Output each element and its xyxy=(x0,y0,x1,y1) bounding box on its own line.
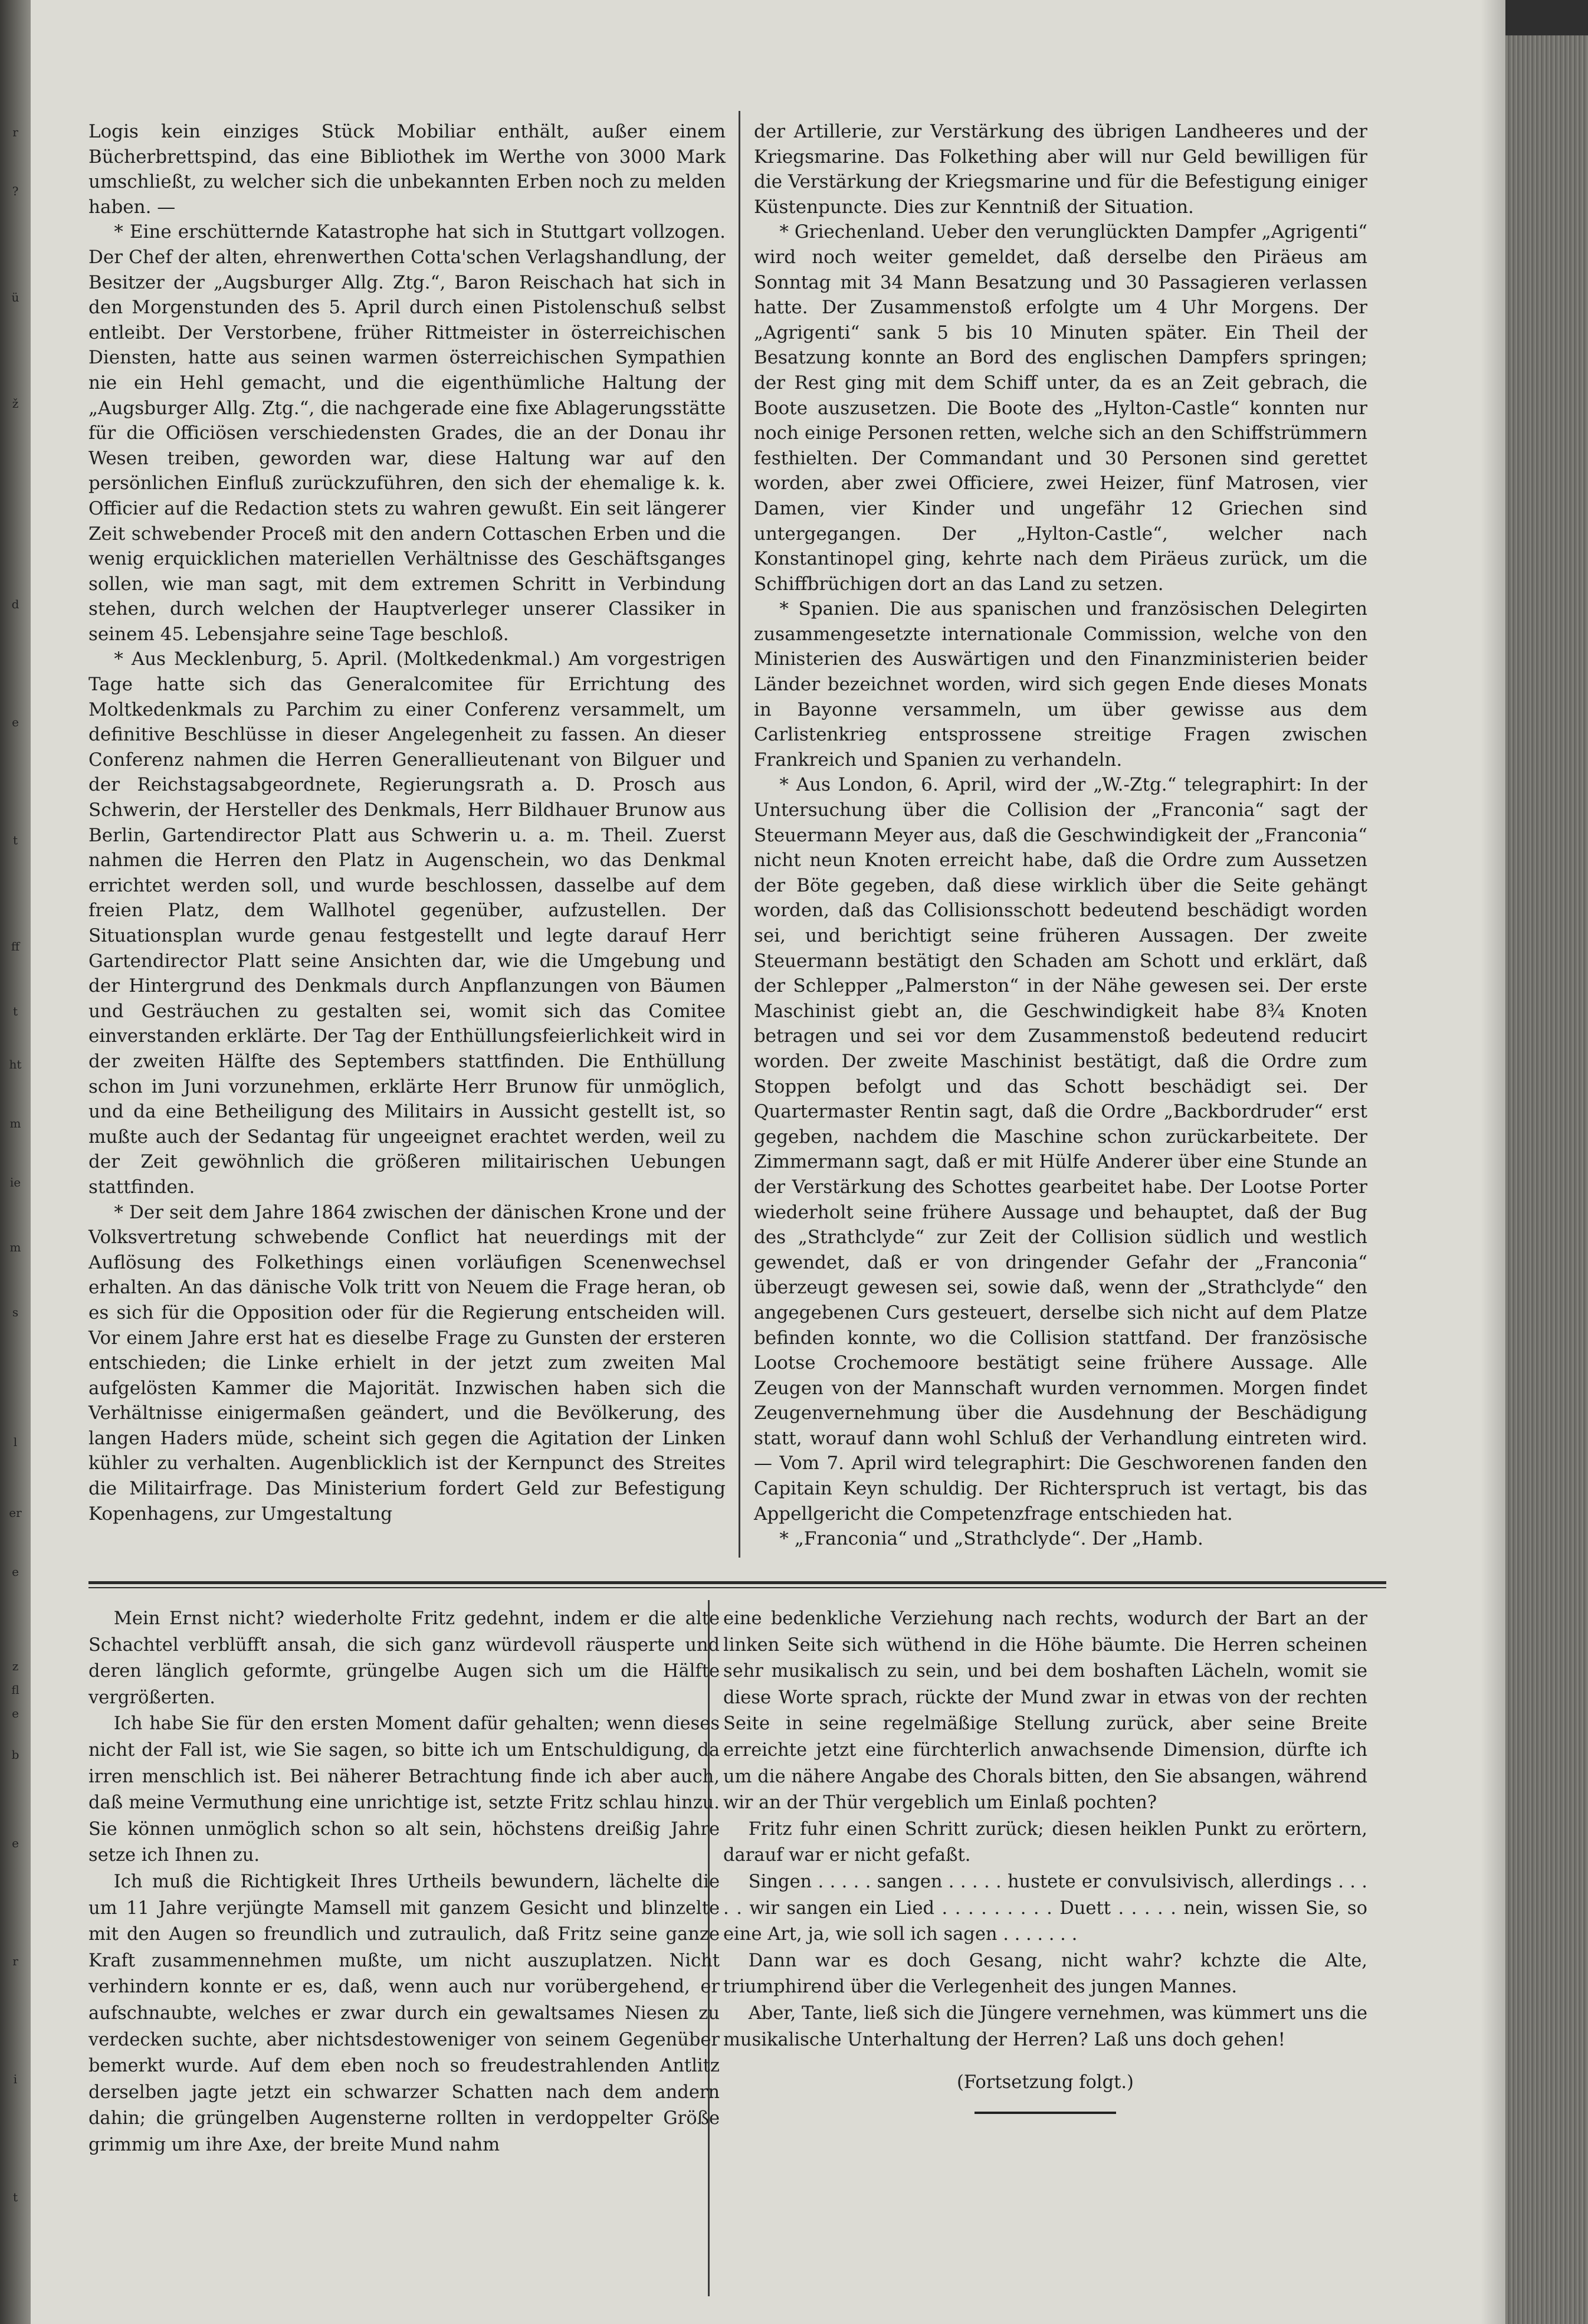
feuilleton-separator-rule xyxy=(88,1581,1386,1584)
margin-fragment: r xyxy=(12,125,18,139)
margin-fragment: e xyxy=(12,1706,19,1720)
margin-fragment: fl xyxy=(11,1683,19,1697)
column-divider-upper xyxy=(739,111,740,1558)
article-paragraph: * Griechenland. Ueber den verunglückten Dampfer „Agrigenti“ wird noch weiter gemeldet, daß derselbe den Piräeus am Sonntag mit 34 Mann Besatzung und 30 Passagieren verlassen hatte. Der Zusammenstoß erfolgte um 4 Uhr Morgens. Der „Agrigenti“ sank 5 bis 10 Minuten später. Ein Theil der Besatzung konnte an Bord des englischen Dampfers springen; der Rest ging mit dem Schiff unter, da es an Zeit gebrach, die Boote auszusetzen. Die Boote des „Hylton-Castle“ konnten nur noch einige Personen retten, welche sich an den Schiffstrümmern festhielten. Der Commandant und 30 Personen sind gerettet worden, aber zwei Officiere, zwei Heizer, fünf Matrosen, vier Damen, vier Kinder und ungefähr 12 Griechen sind untergegangen. Der „Hylton-Castle“, welcher nach Konstantinopel ging, kehrte nach dem Piräeus zurück, um die Schiffbrüchigen dort an das Land zu setzen. xyxy=(754,221,1367,595)
article-paragraph: * Aus London, 6. April, wird der „W.-Ztg.“ telegraphirt: In der Untersuchung über die Collision der „Franconia“ sagt der Steuermann Meyer aus, daß die Geschwindigkeit der „Franconia“ nicht neun Knoten erreicht habe, daß die Ordre zum Aussetzen der Böte gegeben, daß diese wirklich über die Seite gehängt worden, daß das Collisionsschott bedeutend beschädigt worden sei, und berichtigt seine früheren Aussagen. Der zweite Steuermann bestätigt den Schaden am Schott und erklärt, daß der Schlepper „Palmerston“ in der Nähe gewesen sei. Der erste Maschinist giebt an, die Geschwindigkeit habe 8¾ Knoten betragen und sei vor dem Zusammenstoß bedeutend reducirt worden. Der zweite Maschinist bestätigt, daß die Ordre zum Stoppen befolgt und das Schott beschädigt sei. Der Quartermaster Rentin sagt, daß die Ordre „Backbordruder“ erst gegeben, nachdem die Maschine schon zurückarbeitete. Der Zimmermann sagt, daß er mit Hülfe Anderer über eine Stunde an der Verstärkung des Schottes gearbeitet habe. Der Lootse Porter wiederholt seine frühere Aussage und behauptet, daß der Bug des „Strathclyde“ zur Zeit der Collision südlich und westlich gewendet, daß er von dringender Gefahr der „Franconia“ überzeugt gewesen sei, sowie daß, wenn der „Strathclyde“ den angegebenen Curs gesteuert, derselbe sich nicht auf dem Platze befinden konnte, wo die Collision stattfand. Der französische Lootse Crochemoore bestätigt seine frühere Aussage. Alle Zeugen von der Mannschaft wurden vernommen. Morgen findet Zeugenvernehmung über die Ausdehnung der Beschädigung statt, worauf dann wohl Schluß der Verhandlung eintreten wird. — Vom 7. April wird telegraphirt: Die Geschworenen fanden den Capitain Keyn schuldig. Der Richterspruch ist vertagt, bis das Appellgericht die Competenzfrage entschieden hat. xyxy=(754,774,1368,1525)
continuation-note: (Fortsetzung folgt.) xyxy=(957,2072,1134,2093)
margin-fragment: i xyxy=(13,2072,18,2086)
story-paragraph: eine bedenkliche Verziehung nach rechts, wodurch der Bart an der linken Seite sich wüthend in die Höhe bäumte. Die Herren scheinen sehr musikalisch zu sein, und bei dem boshaften Lächeln, womit sie diese Worte sprach, rückte der Mund zwar in etwas von der rechten Seite in seine regelmäßige Stellung zurück, aber seine Breite erreichte jetzt eine fürchterlich anwachsende Dimension, dürfte ich um die nähere Angabe des Chorals bitten, den Sie absangen, während wir an der Thür vergeblich um Einlaß pochten? xyxy=(723,1608,1367,1814)
article-paragraph: * Der seit dem Jahre 1864 zwischen der dänischen Krone und der Volksvertretung schwebende Conflict hat neuerdings mit der Auflösung des Folkethings einen vorläufigen Scenenwechsel erhalten. An das dänische Volk tritt von Neuem die Frage heran, ob es sich für die Opposition oder für die Regierung entscheiden will. Vor einem Jahre erst hat es dieselbe Frage zu Gunsten der ersteren entschieden; die Linke erhielt in der jetzt zum zweiten Mal aufgelösten Kammer die Majorität. Inzwischen haben sich die Verhältnisse einigermaßen geändert, und die Bevölkerung, des langen Haders müde, scheint sich gegen die Agitation der Linken kühler zu verhalten. Augenblicklich ist der Kernpunct des Streites die Militairfrage. Das Ministerium fordert Geld zur Befestigung Kopenhagens, zur Umgestaltung xyxy=(88,1201,726,1525)
story-paragraph: Ich muß die Richtigkeit Ihres Urtheils bewundern, lächelte die um 11 Jahre verjüngte Mamsell mit ganzem Gesicht und blinzelte mit den Augen so freundlich und zutraulich, daß Fritz seine ganze Kraft zusammennehmen mußte, um nicht auszuplatzen. Nicht verhindern konnte er es, daß, wenn auch nur vorübergehend, er aufschnaubte, welches er zwar durch ein gewaltsames Niesen zu verdecken suchte, aber nichtsdestoweniger von seinem Gegenüber bemerkt wurde. Auf dem eben noch so freudestrahlenden Antlitz derselben jagte jetzt ein schwarzer Schatten nach dem andern dahin; die grüngelben Augensterne rollten in verdoppelter Größe grimmig um ihre Axe, der breite Mund nahm xyxy=(88,1871,720,2155)
end-rule xyxy=(975,2112,1116,2114)
margin-fragment: ? xyxy=(12,184,19,198)
story-paragraph: Ich habe Sie für den ersten Moment dafür gehalten; wenn dieses nicht der Fall ist, wie Sie sagen, so bitte ich um Entschuldigung, da irren menschlich ist. Bei näherer Betrachtung finde ich aber auch, daß meine Vermuthung eine unrichtige ist, setzte Fritz schlau hinzu. Sie können unmöglich schon so alt sein, höchstens dreißig Jahre setze ich Ihnen zu. xyxy=(88,1713,720,1866)
margin-fragment: b xyxy=(11,1748,19,1762)
article-paragraph: * Spanien. Die aus spanischen und französischen Delegirten zusammengesetzte internationale Commission, welche von den Ministerien des Auswärtigen und den Finanzministerien beider Länder bezeichnet worden, wird sich gegen Ende dieses Monats in Bayonne versammeln, um über gewisse aus dem Carlistenkrieg entsprossene streitige Fragen zwischen Frankreich und Spanien zu verhandeln. xyxy=(754,598,1367,771)
story-paragraph: Mein Ernst nicht? wiederholte Fritz gedehnt, indem er die alte Schachtel verblüfft ansah, die sich ganz würdevoll räusperte und deren länglich geformte, grüngelbe Augen sich um die Hälfte vergrößerten. xyxy=(88,1608,720,1708)
margin-fragment: t xyxy=(12,2190,18,2204)
margin-fragment: er xyxy=(9,1506,22,1520)
facing-page-margin xyxy=(0,0,31,2324)
margin-fragment: t xyxy=(12,833,18,847)
margin-fragment: e xyxy=(12,1836,19,1850)
margin-fragment: l xyxy=(13,1435,18,1449)
upper-right-column xyxy=(754,119,1367,1552)
page-stack-edge xyxy=(1505,0,1588,2324)
story-paragraph: Aber, Tante, ließ sich die Jüngere vernehmen, was kümmert uns die musikalische Unterhaltung der Herren? Laß uns doch gehen! xyxy=(723,2002,1367,2050)
margin-fragment: e xyxy=(12,1565,19,1579)
story-paragraph: Singen . . . . . sangen . . . . . hustete er convulsivisch, allerdings . . . . . wir sangen ein Lied . . . . . . . . . Duett . . . . . nein, wissen Sie, so eine Art, ja, wie soll ich sagen . . . . . . . xyxy=(723,1871,1367,1945)
binding-shadow xyxy=(1505,0,1588,35)
margin-fragment: t xyxy=(12,1004,18,1018)
article-paragraph: * „Franconia“ und „Strathclyde“. Der „Hamb. xyxy=(779,1528,1203,1550)
margin-fragment: d xyxy=(11,597,19,611)
article-paragraph: Logis kein einziges Stück Mobiliar enthält, außer einem Bücherbrettspind, das eine Bibliothek im Werthe von 3000 Mark umschließt, zu welcher sich die unbekannten Erben noch zu melden haben. — xyxy=(88,121,726,218)
story-paragraph: Fritz fuhr einen Schritt zurück; diesen heiklen Punkt zu erörtern, darauf war er nicht gefaßt. xyxy=(723,1818,1367,1866)
margin-fragment: s xyxy=(12,1305,19,1319)
lower-right-column xyxy=(723,1606,1367,2114)
article-paragraph: * Aus Mecklenburg, 5. April. (Moltkedenkmal.) Am vorgestrigen Tage hatte sich das Generalcomitee für Errichtung des Moltkedenkmals zu Parchim zu einer Conferenz versammelt, um definitive Beschlüsse in dieser Angelegenheit zu fassen. An dieser Conferenz nahmen die Herren Generallieutenant von Bilguer und der Reichstagsabgeordnete, Regierungsrath a. D. Prosch aus Schwerin, der Hersteller des Denkmals, Herr Bildhauer Brunow aus Berlin, Gartendirector Platt aus Schwerin u. a. m. Theil. Zuerst nahmen die Herren den Platz in Augenschein, wo das Denkmal errichtet werden soll, und wurde beschlossen, dasselbe auf dem freien Platz, dem Wallhotel gegenüber, aufzustellen. Der Situationsplan wurde genau festgestellt und legte darauf Herr Gartendirector Platt seine Ansichten dar, wie die Umgebung und der Hintergrund des Denkmals durch Anpflanzungen von Bäumen und Gesträuchen zu gestalten sei, womit sich das Comitee einverstanden erklärte. Der Tag der Enthüllungsfeierlichkeit wird in der zweiten Hälfte des Septembers stattfinden. Die Enthüllung schon im Juni vorzunehmen, erklärte Herr Brunow für unmöglich, und da eine Betheiligung des Militairs in Aussicht gestellt ist, so mußte auch der Sedantag für ungeeignet erachtet werden, weil zu der Zeit gewöhnlich die größeren militairischen Uebungen stattfinden. xyxy=(88,648,726,1198)
margin-fragment: e xyxy=(12,715,19,729)
story-paragraph: Dann war es doch Gesang, nicht wahr? kchzte die Alte, triumphirend über die Verlegenheit des jungen Mannes. xyxy=(723,1950,1367,1998)
feuilleton-separator-rule-thin xyxy=(88,1587,1386,1588)
margin-fragment: ie xyxy=(9,1175,21,1189)
margin-fragment: ht xyxy=(9,1057,22,1071)
margin-fragment: m xyxy=(9,1240,21,1254)
margin-fragment: z xyxy=(12,1659,19,1673)
article-paragraph: * Eine erschütternde Katastrophe hat sich in Stuttgart vollzogen. Der Chef der alten, ehrenwerthen Cotta'schen Verlagshandlung, der Besitzer der „Augsburger Allg. Ztg.“, Baron Reischach hat sich in den Morgenstunden des 5. April durch einen Pistolenschuß selbst entleibt. Der Verstorbene, früher Rittmeister in österreichischen Diensten, hatte aus seinen warmen österreichischen Sympathien nie ein Hehl gemacht, und die eigenthümliche Haltung der „Augsburger Allg. Ztg.“, die nachgerade eine fixe Ablagerungsstätte für die Officiösen verschiedensten Grades, die an der Donau ihr Wesen treiben, geworden war, diese Haltung war auf den persönlichen Einfluß zurückzuführen, den sich der ehemalige k. k. Officier auf die Redaction stets zu wahren gewußt. Ein seit längerer Zeit schwebender Proceß mit den andern Cottaschen Erben und die wenig erquicklichen materiellen Verhältnisse des Geschäftsganges sollen, wie man sagt, mit dem extremen Schritt in Verbindung stehen, durch welchen der Hauptverleger unserer Classiker in seinem 45. Lebensjahre seine Tage beschloß. xyxy=(88,221,726,645)
upper-left-column xyxy=(88,119,726,1526)
margin-fragment: ü xyxy=(11,290,19,304)
lower-left-column xyxy=(88,1606,720,2158)
margin-fragment: ff xyxy=(11,939,20,953)
article-paragraph: der Artillerie, zur Verstärkung des übrigen Landheeres und der Kriegsmarine. Das Folkething aber will nur Geld bewilligen für die Verstärkung der Kriegsmarine und für die Befestigung einiger Küstenpuncte. Dies zur Kenntniß der Situation. xyxy=(754,121,1367,218)
gutter-shadow xyxy=(1481,0,1505,2324)
margin-fragment: r xyxy=(12,1954,18,1968)
margin-fragment: ž xyxy=(12,396,19,411)
margin-fragment: m xyxy=(9,1116,21,1130)
